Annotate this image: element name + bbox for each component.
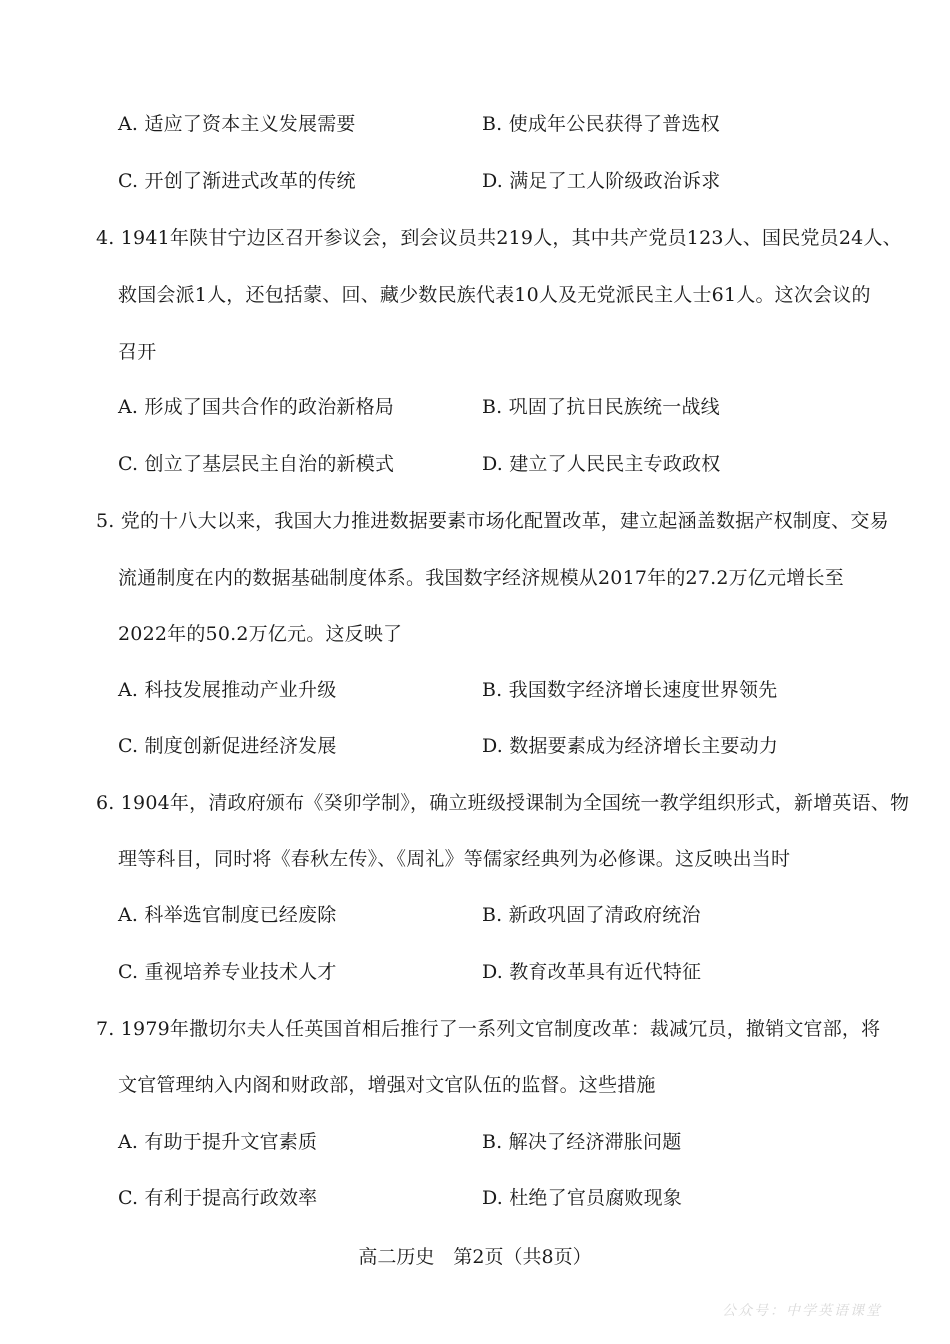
q6-stem-line2: 理等科目，同时将《春秋左传》、《周礼》等儒家经典列为必修课。这反映出当时	[118, 848, 791, 870]
q6-option-a: A. 科举选官制度已经废除	[118, 904, 337, 926]
q5-option-c: C. 制度创新促进经济发展	[118, 735, 337, 757]
q5-option-a: A. 科技发展推动产业升级	[118, 679, 337, 701]
q3-option-d: D. 满足了工人阶级政治诉求	[482, 170, 721, 192]
q5-option-b: B. 我国数字经济增长速度世界领先	[482, 679, 778, 701]
q4-stem-line3: 召开	[118, 341, 157, 363]
q6-stem-line1: 6. 1904年，清政府颁布《癸卯学制》，确立班级授课制为全国统一教学组织形式，新增英语、物	[96, 792, 910, 814]
q4-stem-line2: 救国会派1人，还包括蒙、回、藏少数民族代表10人及无党派民主人士61人。这次会议的	[118, 284, 871, 306]
q4-option-b: B. 巩固了抗日民族统一战线	[482, 396, 720, 418]
q5-stem-line2: 流通制度在内的数据基础制度体系。我国数字经济规模从2017年的27.2万亿元增长至	[118, 567, 844, 589]
q4-option-a: A. 形成了国共合作的政治新格局	[118, 396, 395, 418]
q7-option-a: A. 有助于提升文官素质	[118, 1131, 318, 1153]
q7-stem-line2: 文官管理纳入内阁和财政部，增强对文官队伍的监督。这些措施	[118, 1074, 656, 1096]
q7-option-c: C. 有利于提高行政效率	[118, 1187, 318, 1209]
q3-option-a: A. 适应了资本主义发展需要	[118, 113, 356, 135]
q7-option-b: B. 解决了经济滞胀问题	[482, 1131, 682, 1153]
q3-option-c: C. 开创了渐进式改革的传统	[118, 170, 356, 192]
q5-option-d: D. 数据要素成为经济增长主要动力	[482, 735, 779, 757]
q4-option-d: D. 建立了人民民主专政政权	[482, 453, 721, 475]
q6-option-c: C. 重视培养专业技术人才	[118, 961, 337, 983]
q5-stem-line1: 5. 党的十八大以来，我国大力推进数据要素市场化配置改革，建立起涵盖数据产权制度、交易	[96, 510, 889, 532]
q7-stem-line1: 7. 1979年撒切尔夫人任英国首相后推行了一系列文官制度改革：裁减冗员，撤销文官部，将	[96, 1018, 881, 1040]
q6-option-b: B. 新政巩固了清政府统治	[482, 904, 701, 926]
q6-option-d: D. 教育改革具有近代特征	[482, 961, 702, 983]
q4-option-c: C. 创立了基层民主自治的新模式	[118, 453, 395, 475]
watermark: 公众号：中学英语课堂	[722, 1303, 882, 1319]
q3-option-b: B. 使成年公民获得了普选权	[482, 113, 720, 135]
page-footer: 高二历史 第2页（共8页）	[358, 1246, 592, 1268]
q7-option-d: D. 杜绝了官员腐败现象	[482, 1187, 683, 1209]
q4-stem-line1: 4. 1941年陕甘宁边区召开参议会，到会议员共219人，其中共产党员123人、国民党员24人、	[96, 227, 902, 249]
q5-stem-line3: 2022年的50.2万亿元。这反映了	[118, 623, 403, 645]
